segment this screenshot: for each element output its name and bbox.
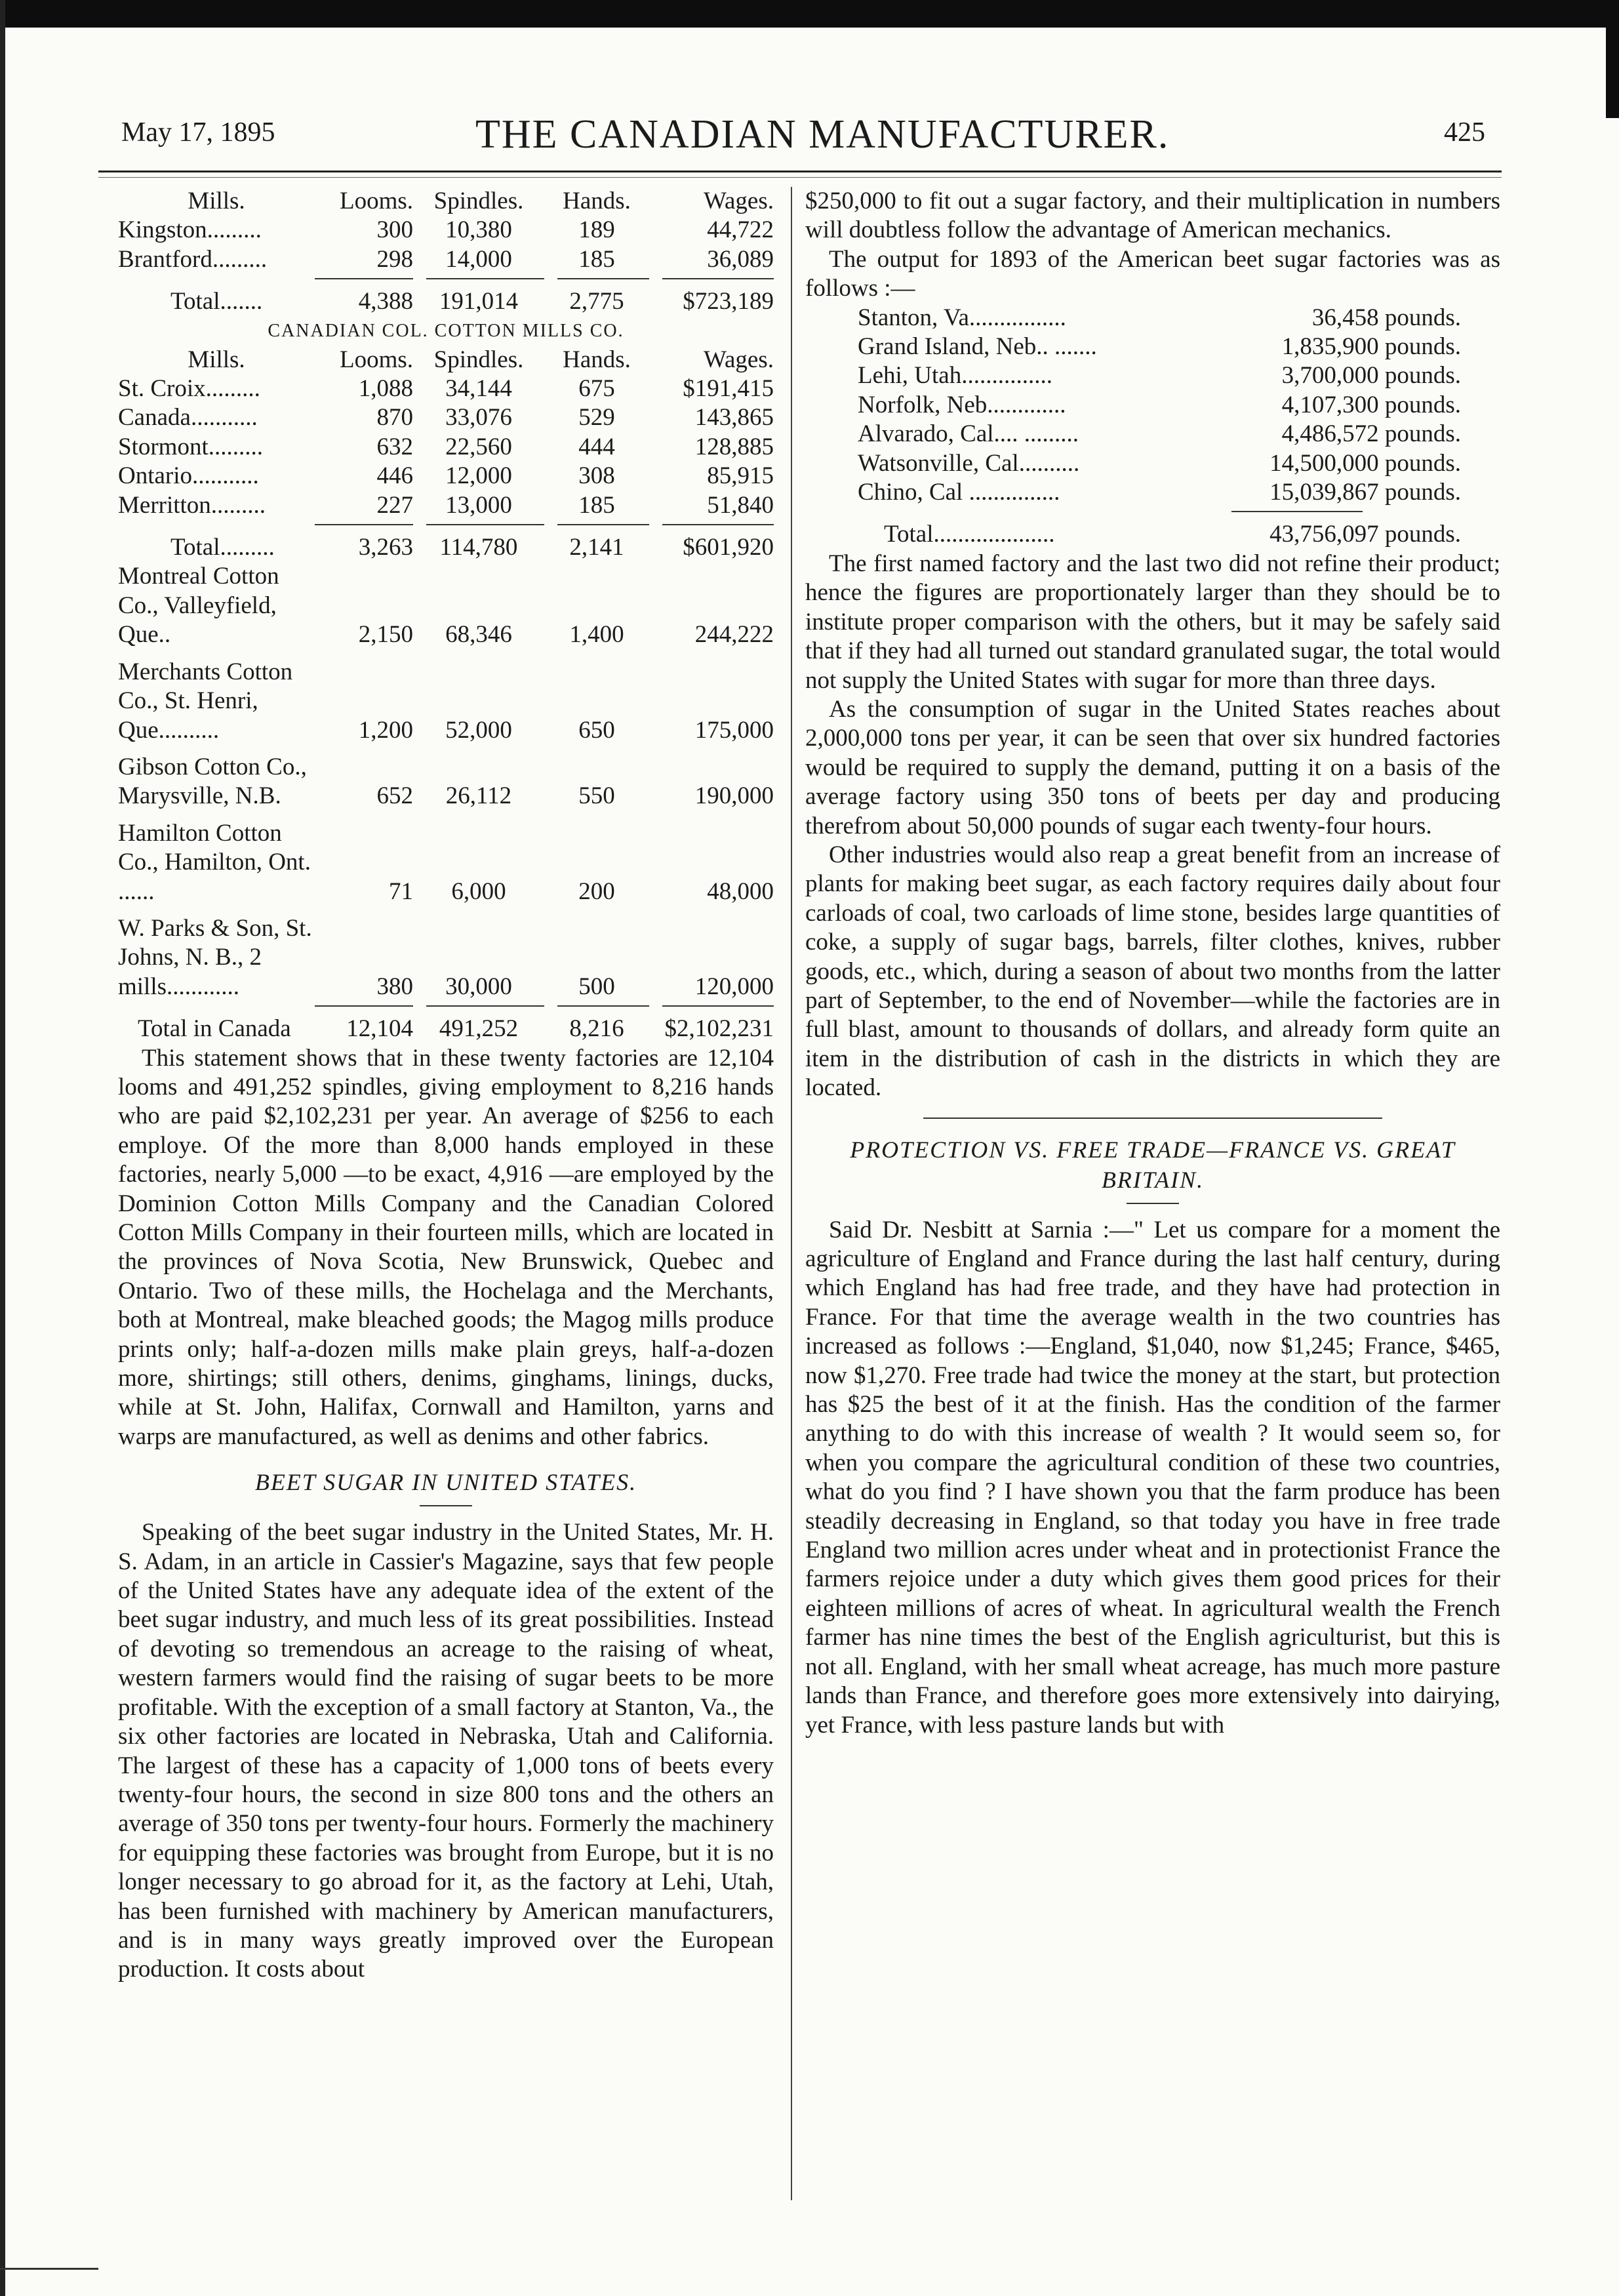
right-column	[805, 187, 1500, 1740]
scan-top-border	[0, 0, 1619, 28]
table-cell: 48,000	[707, 877, 774, 905]
mills-table-3	[118, 562, 774, 1043]
left-column	[118, 187, 774, 1984]
table-cell: Merchants Cotton Co., St. Henri, Que..........	[118, 658, 293, 744]
table-cell: 1,835,900 pounds.	[1281, 333, 1461, 361]
scan-right-border	[1606, 0, 1619, 118]
statement-paragraph: This statement shows that in these twenty factories are 12,104 looms and 491,252 spindles, giving employment to 8,216 hands who are paid $2,102,231 per year. An average of $256 to each employe. Of the more than 8,000 hands employed in these factories, nearly 5,000 —to be exact, 4,916 —are employed by the Dominion Cotton Mills Company and the Canadian Colored Cotton Mills Company in their fourteen mills, which are located in the provinces of Nova Scotia, New Brunswick, Quebec and Ontario. Two of these mills, the Hochelaga and the Merchants, both at Montreal, make bleached goods; the Magog mills produce prints only; half-a-dozen mills make plain greys, half-a-dozen more, shirtings; still others, denims, ginghams, linings, ducks, while at St. John, Halifax, Cornwall and Hamilton, yarns and warps are manufactured, as well as denims and other fabrics.	[118, 1044, 774, 1450]
table-cell: Total.........	[170, 534, 275, 561]
heading-rule	[1127, 1203, 1179, 1204]
table-cell: 870	[376, 404, 413, 432]
table-row	[118, 753, 774, 819]
table-row	[118, 433, 774, 462]
table-cell: Stanton, Va................	[858, 304, 1066, 331]
column-header: Looms.	[339, 188, 413, 214]
table-total-row	[805, 512, 1461, 549]
table-row	[118, 216, 774, 245]
paragraph: The output for 1893 of the American beet sugar factories was as follows :—	[805, 245, 1500, 302]
paragraph: $250,000 to fit out a sugar factory, and their multiplication in numbers will doubtless follow the advantage of American mechanics.	[805, 188, 1500, 244]
table-cell: 652	[376, 782, 413, 810]
table-cell: 30,000	[445, 973, 512, 1000]
table-cell: Total.......	[170, 288, 263, 315]
table-row	[118, 491, 774, 520]
table-cell: 34,144	[445, 375, 512, 403]
table-cell: Ontario...........	[118, 462, 259, 490]
table-header-row	[118, 346, 774, 374]
table-rule-row	[118, 520, 774, 525]
header-page-number: 425	[1444, 117, 1485, 148]
table-cell: Gibson Cotton Co., Marysville, N.B.	[118, 753, 307, 810]
table-cell: 8,216	[569, 1015, 624, 1043]
table-total-row	[118, 1007, 774, 1043]
table-cell: 1,400	[569, 621, 624, 649]
table-cell: 2,141	[569, 534, 624, 561]
table-cell: $2,102,231	[664, 1015, 774, 1043]
table-row	[118, 658, 774, 753]
beet-sugar-paragraph: Speaking of the beet sugar industry in the United States, Mr. H. S. Adam, in an article in Cassier's Magazine, says that few people of the United States have any adequate idea of the extent of the beet sugar industry, and much less of its great possibilities. Instead of devoting so tremendous an acreage to the raising of wheat, western farmers would find the raising of sugar beets to be more profitable. With the exception of a small factory at Stanton, Va., the six other factories are located in Nebraska, Utah and California. The largest of these has a capacity of 1,000 tons of beets every twenty-four hours, the second in size 800 tons and the others an average of 350 tons per twenty-four hours. Formerly the machinery for equipping these factories was brought from Europe, but it is no longer necessary to go abroad for it, as the factory at Lehi, Utah, has been furnished with machinery by American manufacturers, and is in many ways greatly improved over the European production. It costs about	[118, 1519, 774, 1983]
table-cell: 68,346	[445, 621, 512, 649]
table-row	[118, 562, 774, 657]
table-cell: 444	[578, 433, 615, 460]
table-cell: 22,560	[445, 433, 512, 460]
column-header: Mills.	[188, 346, 245, 373]
table-cell: 185	[578, 491, 615, 519]
heading-rule	[420, 1505, 472, 1506]
column-header: Spindles.	[433, 188, 524, 214]
table-cell: 500	[578, 973, 615, 1000]
table-row	[805, 304, 1461, 332]
table-cell: 14,500,000 pounds.	[1269, 449, 1461, 477]
table-cell: 550	[578, 782, 615, 810]
table-cell: 650	[578, 716, 615, 744]
header-date: May 17, 1895	[121, 117, 275, 148]
column-header: Looms.	[339, 346, 413, 373]
mills-table-1	[118, 187, 774, 317]
table-cell: 120,000	[694, 973, 774, 1000]
table-cell: 1,088	[358, 375, 413, 403]
table-cell: Merritton.........	[118, 491, 266, 519]
table-caption: CANADIAN COL. COTTON MILLS CO.	[268, 320, 624, 341]
table-cell: Alvarado, Cal.... .........	[858, 420, 1079, 448]
table-cell: 4,107,300 pounds.	[1281, 391, 1461, 418]
table-row	[805, 449, 1461, 478]
table-cell: 244,222	[694, 621, 774, 649]
table-cell: 632	[376, 433, 413, 460]
table-cell: 308	[578, 462, 615, 490]
table-cell: 36,458 pounds.	[1311, 304, 1461, 331]
table-cell: 529	[578, 404, 615, 432]
table-cell: 51,840	[707, 491, 774, 519]
column-divider	[791, 187, 792, 2200]
table-row	[118, 819, 774, 914]
table-row	[118, 914, 774, 1001]
column-header: Hands.	[563, 188, 631, 214]
table-cell: 3,263	[358, 534, 413, 561]
scan-corner-mark	[0, 2268, 98, 2296]
table-cell: 33,076	[445, 404, 512, 432]
table-cell: 13,000	[445, 491, 512, 519]
table-cell: 380	[376, 973, 413, 1000]
header-rule	[98, 171, 1502, 172]
table-cell: St. Croix.........	[118, 375, 260, 403]
table-cell: 44,722	[707, 216, 774, 244]
table-cell: $723,189	[683, 288, 774, 315]
table-cell: 15,039,867 pounds.	[1269, 479, 1461, 506]
table-cell: 43,756,097 pounds.	[1269, 521, 1461, 548]
table-cell: 1,200	[358, 716, 413, 744]
table-row	[805, 361, 1461, 390]
table-cell: $601,920	[683, 534, 774, 561]
table-total-row	[118, 279, 774, 316]
column-header: Wages.	[704, 346, 774, 373]
mills-table-2	[118, 346, 774, 563]
column-header: Wages.	[704, 188, 774, 214]
section-heading-beet-sugar: BEET SUGAR IN UNITED STATES.	[254, 1469, 637, 1496]
table-rule-row	[805, 507, 1461, 512]
table-cell: 2,150	[358, 621, 413, 649]
paragraph: The first named factory and the last two did not refine their product; hence the figures are proportionately larger than they should be to institute proper comparison with the others, but it may be safely said that if they had all turned out standard granulated sugar, the total would not supply the United States with sugar for more than three days.	[805, 550, 1500, 694]
paragraph: Other industries would also reap a great benefit from an increase of plants for making beet sugar, as each factory requires daily about four carloads of coal, two carloads of lime stone, besides large quantities of coke, a supply of sugar bags, barrels, filter clothes, knives, rubber goods, etc., which, during a season of about two months from the latter part of September, to the end of November—while the factories are in full blast, amount to thousands of dollars, and already form quite an item in the distribution of cash in the districts in which they are located.	[805, 841, 1500, 1102]
table-cell: 71	[389, 877, 413, 905]
table-cell: Canada...........	[118, 404, 258, 432]
table-cell: 26,112	[445, 782, 512, 810]
table-cell: Lehi, Utah...............	[858, 362, 1052, 390]
table-row	[118, 245, 774, 274]
column-header: Spindles.	[433, 346, 524, 373]
table-cell: 300	[376, 216, 413, 244]
scan-left-edge	[0, 0, 5, 2296]
table-cell: 10,380	[445, 216, 512, 244]
table-cell: 189	[578, 216, 615, 244]
table-cell: 36,089	[707, 245, 774, 273]
table-cell: W. Parks & Son, St. Johns, N. B., 2 mills............	[118, 914, 312, 1000]
paragraph: Said Dr. Nesbitt at Sarnia :—" Let us compare for a moment the agriculture of England and France during the last half century, during which England has had free trade, and they have had protection in France. For that time the average wealth in the two countries has increased as follows :—England, $1,040, now $1,245; France, $465, now $1,270. Free trade had twice the money at the start, but protection has $25 the best of it at the finish. Has the condition of the farmer anything to do with this increase of wealth ? It would seem so, for when you compare the agricultural condition of these two countries, what do you find ? I have shown you that the farm produce has been steadily decreasing in England, so that today you have in free trade England two million acres under wheat and in protectionist France the farmers rejoice under a duty which gives them good prices for their eighteen millions of acres of wheat. In agricultural wealth the French farmer has nine times the best of the English agriculturist, but this is not all. England, with her small wheat acreage, has much more pasture lands than France, and therefore goes more extensively into dairying, yet France, with less pasture lands but with	[805, 1216, 1500, 1739]
table-cell: 143,865	[694, 404, 774, 432]
sugar-output-table	[805, 304, 1461, 550]
table-cell: 191,014	[439, 288, 519, 315]
table-cell: Total....................	[884, 521, 1055, 548]
table-cell: Total in Canada	[138, 1015, 291, 1043]
table-cell: 114,780	[439, 534, 518, 561]
table-cell: 298	[376, 245, 413, 273]
table-cell: Grand Island, Neb.. .......	[858, 333, 1097, 361]
table-row	[805, 391, 1461, 420]
column-header: Hands.	[563, 346, 631, 373]
table-cell: 12,000	[445, 462, 512, 490]
table-rule-row	[118, 1001, 774, 1007]
table-total-row	[118, 525, 774, 562]
table-cell: 4,388	[358, 288, 413, 315]
column-header: Mills.	[188, 188, 245, 214]
table-cell: $191,415	[683, 375, 774, 403]
table-row	[805, 332, 1461, 361]
table-cell: Hamilton Cotton Co., Hamilton, Ont. ......	[118, 819, 311, 905]
table-cell: 3,700,000 pounds.	[1281, 362, 1461, 390]
table-row	[805, 478, 1461, 507]
header-rule-thin	[98, 177, 1502, 178]
table-cell: 175,000	[694, 716, 774, 744]
table-cell: Norfolk, Neb.............	[858, 391, 1066, 418]
table-row	[805, 420, 1461, 449]
table-cell: Montreal Cotton Co., Valleyfield, Que..	[118, 563, 279, 649]
table-cell: 185	[578, 245, 615, 273]
table-cell: 200	[578, 877, 615, 905]
table-cell: 128,885	[694, 433, 774, 460]
page-header	[121, 111, 1485, 164]
table-cell: 491,252	[439, 1015, 519, 1043]
table-cell: Chino, Cal ...............	[858, 479, 1060, 506]
table-cell: 446	[376, 462, 413, 490]
table-cell: Kingston.........	[118, 216, 262, 244]
table-cell: 2,775	[569, 288, 624, 315]
table-row	[118, 462, 774, 491]
table-header-row	[118, 187, 774, 216]
table-cell: 14,000	[445, 245, 512, 273]
table-cell: 52,000	[445, 716, 512, 744]
table-row	[118, 374, 774, 403]
table-cell: 85,915	[707, 462, 774, 490]
table-cell: Stormont.........	[118, 433, 263, 460]
table-cell: 190,000	[694, 782, 774, 810]
table-cell: 675	[578, 375, 615, 403]
table-cell: 4,486,572 pounds.	[1281, 420, 1461, 448]
table-cell: Watsonville, Cal..........	[858, 449, 1080, 477]
paragraph: As the consumption of sugar in the United States reaches about 2,000,000 tons per year, it can be seen that over six hundred factories would be required to supply the demand, putting it on a basis of the average factory using 350 tons of beets per day and producing therefrom about 50,000 pounds of sugar each twenty-four hours.	[805, 695, 1500, 839]
table-cell: 6,000	[451, 877, 506, 905]
table-cell: 227	[376, 491, 413, 519]
header-title: THE CANADIAN MANUFACTURER.	[475, 112, 1170, 157]
table-cell: 12,104	[346, 1015, 413, 1043]
table-cell: Brantford.........	[118, 245, 268, 273]
table-rule-row	[118, 274, 774, 279]
section-rule	[923, 1118, 1382, 1119]
section-heading-protection: PROTECTION VS. FREE TRADE—FRANCE VS. GREAT BRITAIN.	[850, 1136, 1456, 1193]
table-row	[118, 403, 774, 432]
